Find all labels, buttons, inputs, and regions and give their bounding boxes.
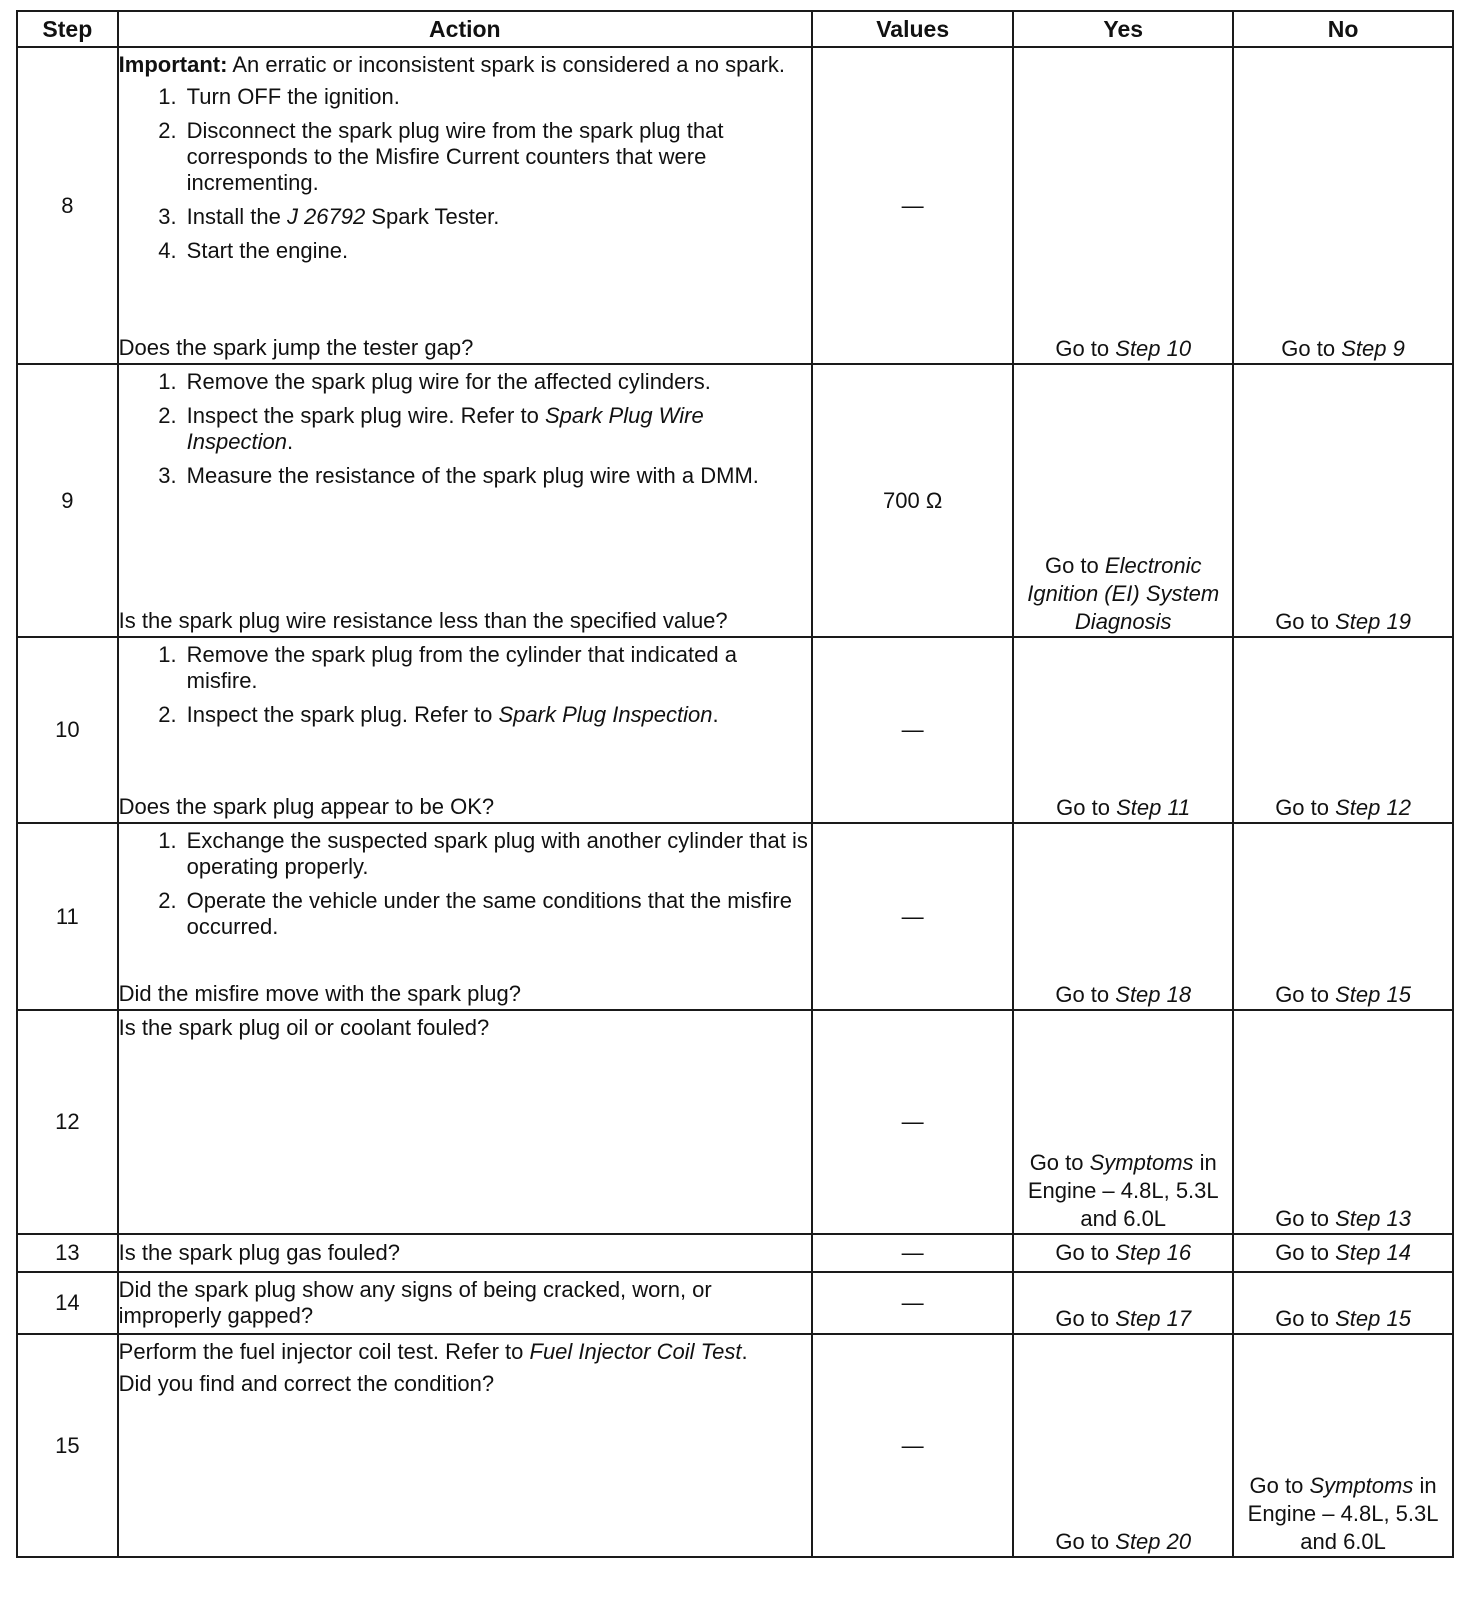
header-no: No [1233,11,1453,47]
step-number: 11 [17,823,118,1010]
header-step: Step [17,11,118,47]
step-number: 10 [17,637,118,823]
reference-link[interactable]: Spark Plug Inspection [498,702,713,727]
yes-link[interactable]: Step 10 [1115,336,1192,361]
reference-link[interactable]: Spark Plug Wire Inspection [186,403,704,454]
header-row [17,11,1453,47]
yes-cell: Go to Symptoms in Engine – 4.8L, 5.3L and 6.0L [1013,1010,1233,1234]
list-item: 1. Exchange the suspected spark plug with another cylinder that is operating properly. [158,828,808,879]
no-cell: Go to Step 9 [1233,47,1453,364]
step-list [119,369,811,497]
action-cell [118,47,812,364]
list-item: 1. Remove the spark plug from the cylinder that indicated a misfire. [158,642,737,693]
question-text: Did the spark plug show any signs of being cracked, worn, or improperly gapped? [118,1277,712,1328]
no-link[interactable]: Step 19 [1335,609,1411,634]
yes-link[interactable]: Symptoms [1089,1150,1194,1175]
no-cell: Go to Step 14 [1233,1234,1453,1272]
list-item: 2. Inspect the spark plug. Refer to Spark Plug Inspection. [158,702,719,727]
action-cell [118,637,812,823]
question-text: Does the spark plug appear to be OK? [118,794,495,819]
reference-link[interactable]: Fuel Injector Coil Test [529,1339,742,1364]
header-yes: Yes [1013,11,1233,47]
no-link[interactable]: Symptoms [1309,1473,1414,1498]
table-row [17,1272,1453,1334]
list-item: 3. Install the J 26792 Spark Tester. [158,204,500,229]
question-text: Is the spark plug gas fouled? [118,1240,400,1265]
yes-link[interactable]: Step 16 [1115,1240,1192,1265]
step-number: 13 [17,1234,118,1272]
list-item: 1. Turn OFF the ignition. [158,84,400,109]
action-cell [118,1334,812,1557]
no-link[interactable]: Step 15 [1335,1306,1411,1331]
value-cell: — [812,1272,1013,1334]
yes-cell: Go to Step 20 [1013,1334,1233,1557]
yes-cell: Go to Step 10 [1013,47,1233,364]
no-link[interactable]: Step 15 [1335,982,1411,1007]
no-cell: Go to Step 12 [1233,637,1453,823]
table-row [17,47,1453,364]
list-item: 2. Operate the vehicle under the same conditions that the misfire occurred. [158,888,792,939]
header-values: Values [812,11,1013,47]
question-text: Does the spark jump the tester gap? [118,335,474,360]
value-cell: — [812,637,1013,823]
table-row [17,1010,1453,1234]
no-cell: Go to Step 15 [1233,1272,1453,1334]
no-cell: Go to Step 13 [1233,1010,1453,1234]
no-cell: Go to Symptoms in Engine – 4.8L, 5.3L and 6.0L [1233,1334,1453,1557]
action-cell [118,1272,812,1334]
question-text: Is the spark plug oil or coolant fouled? [118,1015,490,1040]
important-label: Important: [118,52,228,77]
list-item: 2. Disconnect the spark plug wire from the spark plug that corresponds to the Misfire Current counters that were incrementing. [158,118,724,195]
yes-link[interactable]: Step 18 [1115,982,1192,1007]
value-cell: 700 Ω [812,364,1013,637]
list-item: 3. Measure the resistance of the spark plug wire with a DMM. [158,463,759,488]
value-cell: — [812,1334,1013,1557]
action-cell [118,364,812,637]
question-text: Did the misfire move with the spark plug? [118,981,521,1006]
value-cell: — [812,823,1013,1010]
yes-cell: Go to Step 17 [1013,1272,1233,1334]
list-item: 1. Remove the spark plug wire for the affected cylinders. [158,369,711,394]
step-number: 12 [17,1010,118,1234]
step-list [119,642,811,736]
value-cell: — [812,1234,1013,1272]
table-row [17,364,1453,637]
value-cell: — [812,1010,1013,1234]
list-item: 2. Inspect the spark plug wire. Refer to Spark Plug Wire Inspection. [158,403,704,454]
question-text: Is the spark plug wire resistance less than the specified value? [118,608,728,633]
table-row [17,1334,1453,1557]
header-action: Action [118,11,812,47]
no-link[interactable]: Step 14 [1335,1240,1411,1265]
yes-cell: Go to Electronic Ignition (EI) System Diagnosis [1013,364,1233,637]
yes-cell: Go to Step 11 [1013,637,1233,823]
action-instruction: Perform the fuel injector coil test. Refer to Fuel Injector Coil Test. [118,1339,748,1364]
yes-link[interactable]: Electronic Ignition (EI) System Diagnosis [1027,553,1220,634]
yes-link[interactable]: Step 11 [1116,795,1191,820]
important-text: An erratic or inconsistent spark is considered a no spark. [232,52,786,77]
no-link[interactable]: Step 12 [1335,795,1411,820]
value-cell: — [812,47,1013,364]
step-number: 14 [17,1272,118,1334]
question-text: Did you find and correct the condition? [118,1371,495,1396]
tool-name: J 26792 [286,204,366,229]
step-number: 8 [17,47,118,364]
step-number: 9 [17,364,118,637]
yes-cell: Go to Step 18 [1013,823,1233,1010]
step-list [119,84,811,264]
action-cell [118,1234,812,1272]
diagnostic-table [16,10,1454,1558]
yes-link[interactable]: Step 20 [1115,1529,1192,1554]
list-item: 4. Start the engine. [158,238,349,263]
step-number: 15 [17,1334,118,1557]
no-link[interactable]: Step 9 [1341,336,1405,361]
yes-cell: Go to Step 16 [1013,1234,1233,1272]
action-cell [118,823,812,1010]
table-row [17,823,1453,1010]
table-row [17,1234,1453,1272]
action-cell [118,1010,812,1234]
no-cell: Go to Step 15 [1233,823,1453,1010]
yes-link[interactable]: Step 17 [1115,1306,1192,1331]
no-link[interactable]: Step 13 [1335,1206,1411,1231]
table-row [17,637,1453,823]
step-list [119,828,811,948]
no-cell: Go to Step 19 [1233,364,1453,637]
important-note [119,52,811,78]
